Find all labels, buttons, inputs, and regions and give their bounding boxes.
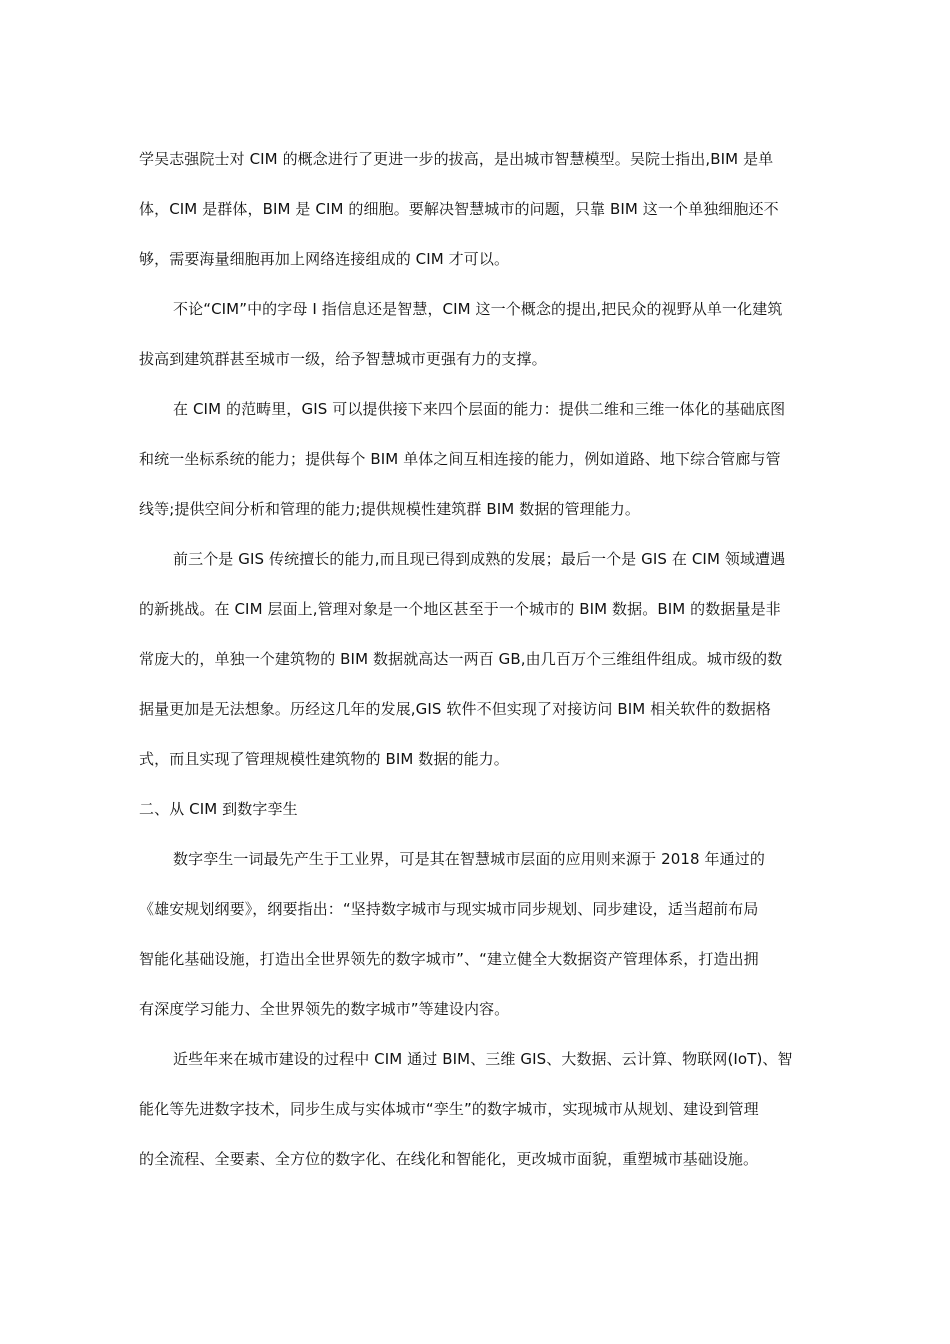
- text-line: 线等;提供空间分析和管理的能力;提供规模性建筑群 BIM 数据的管理能力。: [139, 500, 641, 518]
- text-line: 据量更加是无法想象。历经这几年的发展,GIS 软件不但实现了对接访问 BIM 相关软件的数据格: [139, 700, 772, 718]
- text-line: 够，需要海量细胞再加上网络连接组成的 CIM 才可以。: [139, 250, 510, 268]
- text-line: 拔高到建筑群甚至城市一级，给予智慧城市更强有力的支撑。: [139, 350, 547, 368]
- text-line: 有深度学习能力、全世界领先的数字城市”等建设内容。: [139, 1000, 510, 1018]
- text-line: 的全流程、全要素、全方位的数字化、在线化和智能化，更改城市面貌，重塑城市基础设施。: [139, 1150, 759, 1168]
- text-line: 在 CIM 的范畴里，GIS 可以提供接下来四个层面的能力：提供二维和三维一体化的基础底图: [173, 400, 786, 418]
- text-line: 近些年来在城市建设的过程中 CIM 通过 BIM、三维 GIS、大数据、云计算、物联网(IoT)、智: [173, 1050, 793, 1068]
- text-line: 的新挑战。在 CIM 层面上,管理对象是一个地区甚至于一个城市的 BIM 数据。BIM 的数据量是非: [139, 600, 781, 618]
- text-line: 常庞大的，单独一个建筑物的 BIM 数据就高达一两百 GB,由几百万个三维组件组成。城市级的数: [139, 650, 783, 668]
- text-line: 前三个是 GIS 传统擅长的能力,而且现已得到成熟的发展；最后一个是 GIS 在 CIM 领域遭遇: [173, 550, 786, 568]
- document-page: [139, 139, 815, 1189]
- text-line: 不论“CIM”中的字母 I 指信息还是智慧，CIM 这一个概念的提出,把民众的视野从单一化建筑: [173, 300, 783, 318]
- text-line: 学吴志强院士对 CIM 的概念进行了更进一步的拔高，是出城市智慧模型。吴院士指出,BIM 是单: [139, 150, 774, 168]
- text-line: 和统一坐标系统的能力；提供每个 BIM 单体之间互相连接的能力，例如道路、地下综合管廊与管: [139, 450, 781, 468]
- text-line: 体，CIM 是群体，BIM 是 CIM 的细胞。要解决智慧城市的问题，只靠 BIM 这一个单独细胞还不: [139, 200, 779, 218]
- section-heading: 二、从 CIM 到数字孪生: [139, 800, 298, 818]
- text-line: 《雄安规划纲要》，纲要指出：“坚持数字城市与现实城市同步规划、同步建设，适当超前布局: [139, 900, 759, 918]
- text-line: 数字孪生一词最先产生于工业界，可是其在智慧城市层面的应用则来源于 2018 年通过的: [173, 850, 765, 868]
- text-line: 式，而且实现了管理规模性建筑物的 BIM 数据的能力。: [139, 750, 509, 768]
- text-line: 能化等先进数字技术，同步生成与实体城市“孪生”的数字城市，实现城市从规划、建设到管理: [139, 1100, 759, 1118]
- text-line: 智能化基础设施，打造出全世界领先的数字城市”、“建立健全大数据资产管理体系，打造出拥: [139, 950, 759, 968]
